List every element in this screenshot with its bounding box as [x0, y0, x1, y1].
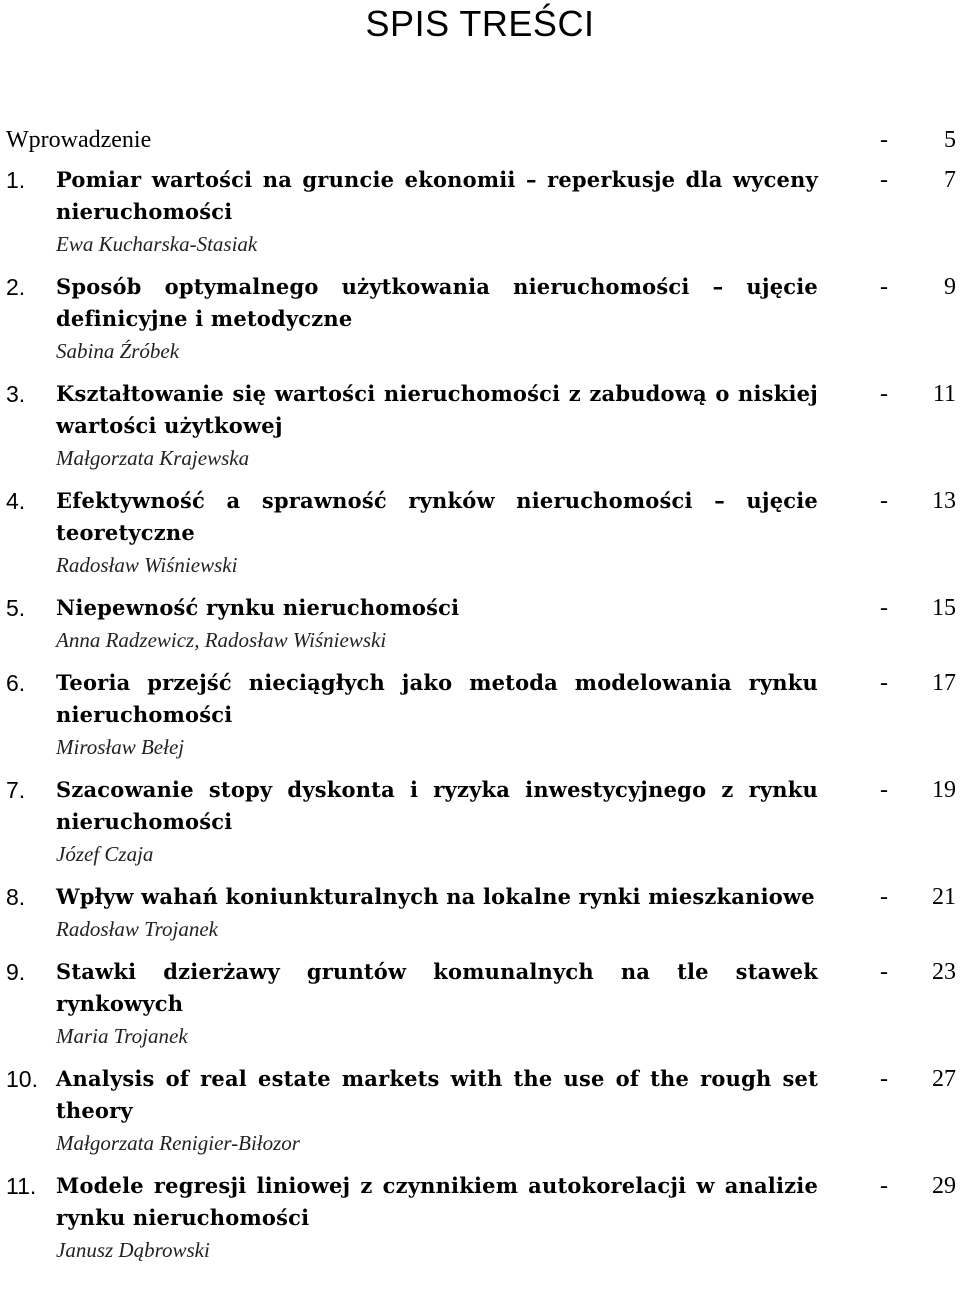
chapter-author: Ewa Kucharska-Stasiak [56, 232, 258, 256]
toc-entry [0, 164, 960, 260]
leader-dash: - [880, 127, 888, 153]
page-number: 11 [932, 381, 956, 407]
chapter-number: 1. [6, 167, 26, 193]
chapter-number: 11. [6, 1173, 37, 1199]
page-number: 27 [932, 1066, 956, 1092]
page-number: 29 [932, 1173, 956, 1199]
intro-label: Wprowadzenie [6, 127, 152, 153]
chapter-title: Teoria przejść nieciągłych jako metoda modelowania rynku nieruchomości [56, 670, 818, 727]
chapter-title: Analysis of real estate markets with the use of the rough set theory [56, 1066, 818, 1123]
chapter-title: Kształtowanie się wartości nieruchomości z zabudową o niskiej wartości użytkowej [56, 381, 818, 438]
chapter-author: Małgorzata Krajewska [56, 446, 250, 470]
leader-dash: - [880, 1173, 888, 1199]
page-number: 15 [932, 595, 956, 621]
toc-entry [0, 592, 960, 656]
toc-entry [0, 485, 960, 581]
page-number: 19 [932, 777, 956, 803]
chapter-author: Małgorzata Renigier-Biłozor [56, 1131, 300, 1155]
leader-dash: - [880, 488, 888, 514]
chapter-author: Józef Czaja [56, 842, 154, 866]
chapter-title: Pomiar wartości na gruncie ekonomii – reperkusje dla wyceny nieruchomości [56, 167, 818, 224]
toc-entry [0, 667, 960, 763]
chapter-title: Efektywność a sprawność rynków nieruchomości – ujęcie teoretyczne [56, 488, 818, 545]
toc-entry [0, 881, 960, 945]
leader-dash: - [880, 777, 888, 803]
page-number: 17 [932, 670, 956, 696]
toc-entry-intro [0, 124, 960, 164]
leader-dash: - [880, 595, 888, 621]
leader-dash: - [880, 274, 888, 300]
page-number: 5 [944, 127, 956, 153]
toc-entry [0, 378, 960, 474]
chapter-author: Sabina Źróbek [56, 339, 180, 363]
chapter-author: Radosław Trojanek [56, 917, 218, 941]
page-number: 21 [932, 884, 956, 910]
page-number: 23 [932, 959, 956, 985]
chapter-number: 10. [6, 1066, 38, 1092]
page-number: 7 [944, 167, 956, 193]
leader-dash: - [880, 381, 888, 407]
chapter-author: Radosław Wiśniewski [56, 553, 238, 577]
chapter-number: 9. [6, 959, 26, 985]
page-title: SPIS TREŚCI [365, 3, 595, 44]
chapter-author: Janusz Dąbrowski [56, 1238, 210, 1262]
chapter-title: Wpływ wahań koniunkturalnych na lokalne rynki mieszkaniowe [56, 884, 815, 909]
leader-dash: - [880, 884, 888, 910]
toc-entry [0, 271, 960, 367]
leader-dash: - [880, 670, 888, 696]
chapter-number: 7. [6, 777, 26, 803]
toc-entry [0, 1170, 960, 1266]
page-number: 9 [944, 274, 956, 300]
chapter-title: Szacowanie stopy dyskonta i ryzyka inwestycyjnego z rynku nieruchomości [56, 777, 818, 834]
chapter-title: Niepewność rynku nieruchomości [56, 595, 460, 620]
page-number: 13 [932, 488, 956, 514]
toc-entry [0, 1063, 960, 1159]
chapter-title: Stawki dzierżawy gruntów komunalnych na tle stawek rynkowych [56, 959, 818, 1016]
chapter-number: 5. [6, 595, 26, 621]
chapter-title: Sposób optymalnego użytkowania nieruchomości – ujęcie definicyjne i metodyczne [56, 274, 818, 331]
chapter-number: 6. [6, 670, 26, 696]
leader-dash: - [880, 1066, 888, 1092]
toc-entry [0, 774, 960, 870]
chapter-number: 2. [6, 274, 26, 300]
chapter-author: Maria Trojanek [56, 1024, 188, 1048]
chapter-number: 8. [6, 884, 26, 910]
chapter-number: 4. [6, 488, 26, 514]
chapter-number: 3. [6, 381, 26, 407]
table-of-contents [0, 124, 960, 1266]
toc-entry [0, 956, 960, 1052]
leader-dash: - [880, 959, 888, 985]
chapter-author: Anna Radzewicz, Radosław Wiśniewski [56, 628, 387, 652]
chapter-title: Modele regresji liniowej z czynnikiem autokorelacji w analizie rynku nieruchomości [56, 1173, 818, 1230]
chapter-author: Mirosław Bełej [56, 735, 185, 759]
leader-dash: - [880, 167, 888, 193]
